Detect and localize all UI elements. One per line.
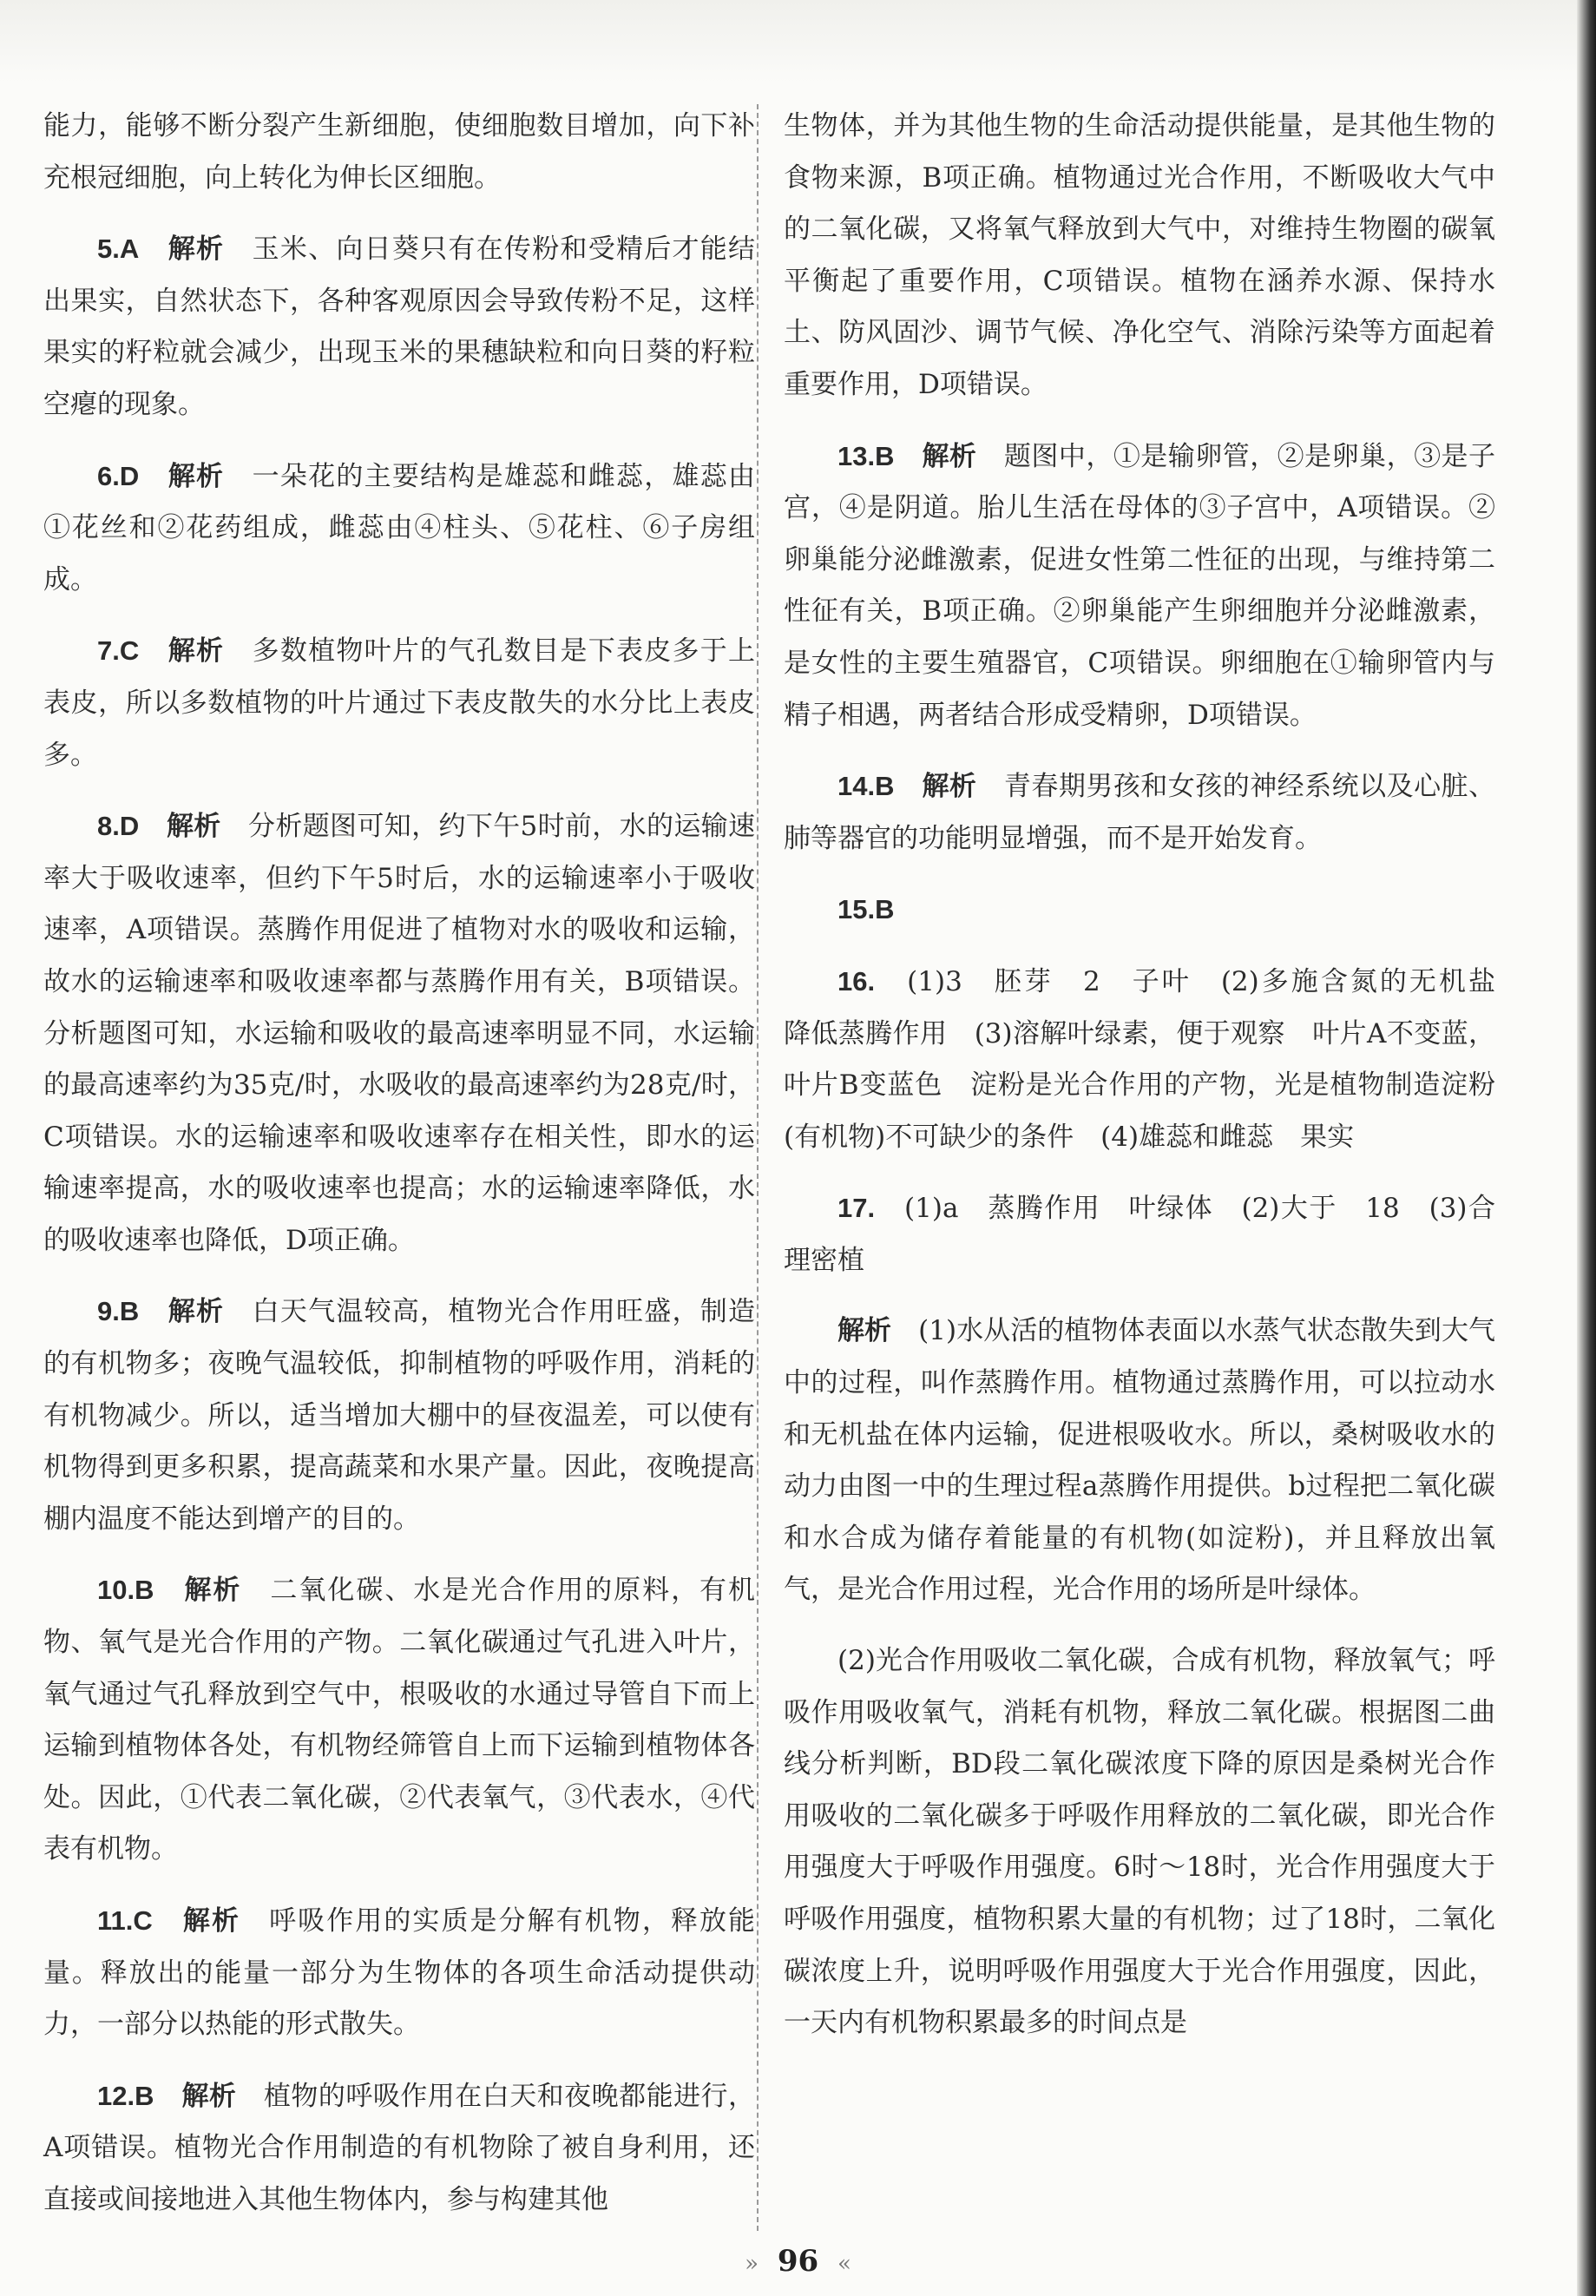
answer-paragraph — [43, 1895, 755, 2051]
answer-paragraph — [43, 101, 755, 204]
answer-text: 植物的呼吸作用在白天和夜晚都能进行，A项错误。植物光合作用制造的有机物除了被自身利用，还直接或间接地进入其他生物体内，参与构建其他 — [43, 2080, 756, 2215]
answer-paragraph — [43, 223, 755, 431]
page-binding-edge — [1577, 0, 1596, 2296]
footer-left-mark: » — [745, 2251, 759, 2277]
footer-right-mark: « — [837, 2251, 851, 2277]
answer-text: 青春期男孩和女孩的神经系统以及心脏、肺等器官的功能明显增强，而不是开始发育。 — [784, 771, 1496, 854]
analysis-label: 解析 — [922, 771, 977, 803]
answer-text: (1)a 蒸腾作用 叶绿体 (2)大于 18 (3)合理密植 — [784, 1193, 1495, 1276]
question-number: 7.C — [97, 635, 140, 667]
answer-paragraph — [784, 956, 1522, 1163]
answer-paragraph — [43, 800, 755, 1266]
question-number: 6.D — [97, 460, 140, 491]
analysis-label: 解析 — [167, 234, 225, 266]
answer-text: 一朵花的主要结构是雄蕊和雌蕊，雄蕊由①花丝和②花药组成，雌蕊由④柱头、⑤花柱、⑥子房组成。 — [43, 460, 756, 595]
question-number: 14.B — [837, 771, 895, 802]
answer-paragraph — [784, 1182, 1495, 1286]
answer-paragraph — [43, 2070, 755, 2227]
question-number: 8.D — [97, 811, 140, 842]
answer-paragraph — [784, 101, 1495, 411]
answer-text: (1)3 胚芽 2 子叶 (2)多施含氮的无机盐 降低蒸腾作用 (3)溶解叶绿素，便于观察 叶片A不变蓝，叶片B变蓝色 淀粉是光合作用的产物，光是植物制造淀粉(有机物)不可缺少的条件 (4)雄蕊和雌蕊 果实 — [784, 965, 1522, 1153]
analysis-label: 解析 — [166, 811, 221, 843]
answer-paragraph — [784, 884, 1495, 937]
top-edge-shade — [0, 0, 1596, 82]
page-footer — [0, 2244, 1596, 2279]
answer-text: 二氧化碳、水是光合作用的原料，有机物、氧气是光合作用的产物。二氧化碳通过气孔进入叶片，氧气通过气孔释放到空气中，根吸收的水通过导管自下而上运输到植物体各处，有机物经筛管自上而下运输到植物体各处。因此，①代表二氧化碳，②代表氧气，③代表水，④代表有机物。 — [43, 1575, 756, 1865]
left-column — [43, 101, 755, 2227]
answer-paragraph — [784, 1306, 1495, 1616]
answer-paragraph — [784, 431, 1495, 742]
answer-text: (1)水从活的植物体表面以水蒸气状态散失到大气中的过程，叫作蒸腾作用。植物通过蒸腾作用，可以拉动水和无机盐在体内运输，促进根吸收水。所以，桑树吸收水的动力由图一中的生理过程a蒸腾作用提供。b过程把二氧化碳和水合成为储存着能量的有机物(如淀粉)，并且释放出氧气，是光合作用过程，光合作用的场所是叶绿体。 — [784, 1315, 1495, 1606]
answer-paragraph — [43, 451, 755, 607]
answer-text: 能力，能够不断分裂产生新细胞，使细胞数目增加，向下补充根冠细胞，向上转化为伸长区细胞。 — [43, 110, 755, 194]
answer-paragraph — [43, 1286, 755, 1545]
question-number: 15.B — [837, 894, 895, 925]
answer-text: 呼吸作用的实质是分解有机物，释放能量。释放出的能量一部分为生物体的各项生命活动提供动力，一部分以热能的形式散失。 — [43, 1905, 756, 2041]
answer-text: 生物体，并为其他生物的生命活动提供能量，是其他生物的食物来源，B项正确。植物通过光合作用，不断吸收大气中的二氧化碳，又将氧气释放到大气中，对维持生物圈的碳氧平衡起了重要作用，C项错误。植物在涵养水源、保持水土、防风固沙、调节气候、净化空气、消除污染等方面起着重要作用，D项错误。 — [784, 110, 1495, 400]
answer-text: 白天气温较高，植物光合作用旺盛，制造的有机物多；夜晚气温较低，抑制植物的呼吸作用，消耗的有机物减少。所以，适当增加大棚中的昼夜温差，可以使有机物得到更多积累，提高蔬菜和水果产量。因此，夜晚提高棚内温度不能达到增产的目的。 — [43, 1296, 756, 1535]
question-number: 10.B — [97, 1575, 154, 1606]
question-number: 11.C — [97, 1905, 153, 1936]
analysis-label: 解析 — [922, 440, 977, 472]
answer-paragraph — [43, 625, 755, 781]
analysis-label: 解析 — [184, 1575, 242, 1607]
column-divider — [757, 104, 759, 2231]
question-number: 5.A — [97, 234, 140, 265]
analysis-label: 解析 — [182, 1905, 241, 1937]
answer-paragraph — [784, 1635, 1495, 2049]
answer-text: 分析题图可知，约下午5时前，水的运输速率大于吸收速率，但约下午5时后，水的运输速率小于吸收速率，A项错误。蒸腾作用促进了植物对水的吸收和运输，故水的运输速率和吸收速率都与蒸腾作用有关，B项错误。分析题图可知，水运输和吸收的最高速率明显不同，水运输的最高速率约为35克/时，水吸收的最高速率约为28克/时，C项错误。水的运输速率和吸收速率存在相关性，即水的运输速率提高，水的吸收速率也提高；水的运输速率降低，水的吸收速率也降低，D项正确。 — [43, 811, 756, 1256]
answer-paragraph — [43, 1564, 755, 1876]
right-column — [784, 101, 1522, 2049]
analysis-label: 解析 — [167, 1296, 225, 1328]
question-number: 12.B — [97, 2080, 154, 2111]
question-number: 17. — [837, 1193, 876, 1224]
question-number: 13.B — [837, 440, 895, 471]
page-number: 96 — [777, 2244, 819, 2279]
answer-text: 题图中，①是输卵管，②是卵巢，③是子宫，④是阴道。胎儿生活在母体的③子宫中，A项错误。②卵巢能分泌雌激素，促进女性第二性征的出现，与维持第二性征有关，B项正确。②卵巢能产生卵细胞并分泌雌激素，是女性的主要生殖器官，C项错误。卵细胞在①输卵管内与精子相遇，两者结合形成受精卵，D项错误。 — [784, 440, 1496, 731]
question-number: 16. — [837, 965, 876, 997]
answer-text: 玉米、向日葵只有在传粉和受精后才能结出果实，自然状态下，各种客观原因会导致传粉不足，这样果实的籽粒就会减少，出现玉米的果穗缺粒和向日葵的籽粒空瘪的现象。 — [43, 234, 756, 420]
answer-text: (2)光合作用吸收二氧化碳，合成有机物，释放氧气；呼吸作用吸收氧气，消耗有机物，释放二氧化碳。根据图二曲线分析判断，BD段二氧化碳浓度下降的原因是桑树光合作用吸收的二氧化碳多于呼吸作用释放的二氧化碳，即光合作用强度大于呼吸作用强度。6时～18时，光合作用强度大于呼吸作用强度，植物积累大量的有机物；过了18时，二氧化碳浓度上升，说明呼吸作用强度大于光合作用强度，因此，一天内有机物积累最多的时间点是 — [784, 1645, 1495, 2039]
analysis-label: 解析 — [837, 1315, 892, 1347]
question-number: 9.B — [97, 1296, 140, 1327]
answer-text: 多数植物叶片的气孔数目是下表皮多于上表皮，所以多数植物的叶片通过下表皮散失的水分比上表皮多。 — [43, 635, 756, 771]
answer-paragraph — [784, 760, 1495, 865]
analysis-label: 解析 — [167, 460, 225, 492]
analysis-label: 解析 — [181, 2080, 237, 2112]
analysis-label: 解析 — [167, 635, 225, 668]
